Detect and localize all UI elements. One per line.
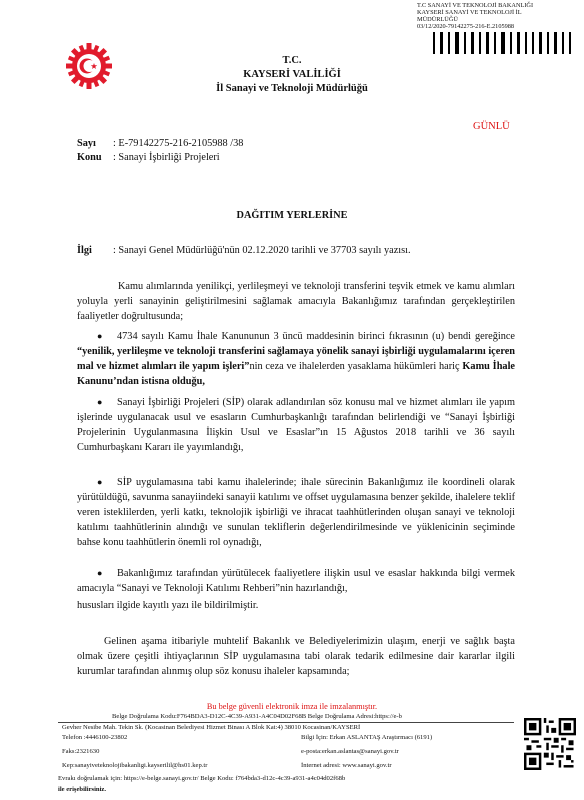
bullet-3-text: SİP uygulamasına tabi kamu ihalelerinde; ihale sürecinin Bakanlığımız ile koordineli olarak yürütüldüğü, savunma sanayiindeki sanayii katılımı ve offset uygulamasına benzer şekilde, ihalelere teklif veren isteklilerden, yerli katkı, teknolojik işbirliği ve ihracat taahhütlerinden oluşan sanayi ve teknoloji katılımı taahhütlerinin alındığı ve sunulan tekliflerin değerlendirilmesinde ve yüklenicinin seçiminde bahse konu taahhütlerin önemli rol oynadığı, <box>77 477 515 549</box>
verification-code: Belge Doğrulama Kodu:F764BDA3-D12C-4C39-A931-A4C04D02F68B Belge Doğrulama Adresi:https://e-b <box>112 713 402 720</box>
registry-barcode <box>433 32 576 54</box>
qr-code-icon <box>524 718 576 770</box>
registry-line2: KAYSERİ SANAYİ VE TEKNOLOJİ İL <box>417 9 522 16</box>
bullet-1-part-d: Kamu İhale Kanunu’ndan istisna olduğu, <box>77 361 515 388</box>
footer-telefon: Telefon :4446100-23802 <box>62 734 128 741</box>
bullet-icon: ● <box>97 477 103 487</box>
registry-line1: T.C SANAYİ VE TEKNOLOJİ BAKANLIĞI <box>417 2 534 9</box>
bullet-icon: ● <box>97 568 103 578</box>
ilgi-label: İlgi <box>77 245 92 256</box>
registry-line4: 03/12/2020-79142275-216-E.2105988 <box>417 23 515 30</box>
bullet-1-part-b: “yenilik, yerlileşme ve teknoloji transferini sağlamaya yönelik sanayi işbirliği uygulamalarını içeren mal ve hizmet alımları ile yapım işleri” <box>77 346 515 373</box>
bullet-icon: ● <box>97 397 103 407</box>
registry-stamp <box>417 2 533 30</box>
conclude-paragraph: hususları ilgide kayıtlı yazı ile bildirilmiştir. <box>77 600 259 611</box>
footer-eposta: e-posta:erkan.aslantas@sanayi.gov.tr <box>301 748 399 755</box>
header-directorate: İl Sanayi ve Teknoloji Müdürlüğü <box>216 83 368 94</box>
bullet-1-text <box>77 329 515 389</box>
konu-label: Konu <box>77 152 102 163</box>
bullet-1-part-a: 4734 sayılı Kamu İhale Kanununun 3 üncü maddesinin birinci fıkrasının (u) bendi gereğince <box>117 331 515 342</box>
urgency-label: GÜNLÜ <box>473 121 510 132</box>
footer-faks: Faks:2321630 <box>62 748 100 755</box>
registry-line3: MÜDÜRLÜĞÜ <box>417 16 458 23</box>
recipient-heading: DAĞITIM YERLERİNE <box>236 210 348 221</box>
header-tc: T.C. <box>282 55 302 66</box>
footer-evrak: Evrakı doğrulamak için: https://e-belge.sanayi.gov.tr/ Belge Kodu: f764bda3-d12c-4c39-a931-a4c04d02f68b <box>58 775 346 782</box>
footer-address: Gevher Nesibe Mah. Tekin Sk. (Kocasinan Belediyesi Hizmet Binası A Blok Kat:4) 38010 Kocasinan/KAYSERİ <box>62 724 361 731</box>
footer-kep: Kep:sanayiveteknolojibakanligi.kayserilil@hs01.kep.tr <box>62 762 208 769</box>
sayi-label: Sayı <box>77 138 96 149</box>
bullet-1-part-c: nin ceza ve ihalelerden yasaklama hükümleri hariç <box>249 361 463 373</box>
sayi-value: : E-79142275-216-2105988 /38 <box>113 138 244 149</box>
ilgi-value: : Sanayi Genel Müdürlüğü'nün 02.12.2020 tarihli ve 37703 sayılı yazısı. <box>113 245 411 256</box>
footer-bilgi: Bilgi İçin: Erkan ASLANTAŞ Araştırmacı (6191) <box>301 734 433 741</box>
header-governorship: KAYSERİ VALİLİĞİ <box>243 69 341 80</box>
intro-paragraph: Kamu alımlarında yenilikçi, yerlileşmeyi ve teknoloji transferini teşvik etmek ve kamu alımları yoluyla yerli sanayinin geliştirilmesini sağlamak amacıyla Bakanlığımız tarafından gerçekleştirilen faaliyetler doğrultusunda; <box>77 281 515 323</box>
final-paragraph: Gelinen aşama itibariyle muhtelif Bakanlık ve Belediyelerimizin ulaşım, enerji ve sağlık başta olmak üzere çeşitli ihtiyaçlarının SİP uygulamasına tabi olarak tedarik edilmesine dair kararlar ilgili kurumlar tarafından alınmış olup söz konusu ihaleler kapsamında; <box>77 636 515 678</box>
footer-access: ile erişebilirsiniz. <box>58 786 106 793</box>
bullet-2-text: Sanayi İşbirliği Projeleri (SİP) olarak adlandırılan söz konusu mal ve hizmet alımları ile yapım işlerinde uygulanacak usul ve esasların Cumhurbaşkanlığı tarafından belirlendiği ve “Sanayi İşbirliği Projelerinin Uygulanmasına İlişkin Usul ve Esaslar”ın 15 Ağustos 2018 tarihli ve 36 sayılı Cumhurbaşkanı Kararı ile yayımlandığı, <box>77 397 515 454</box>
esign-notice: Bu belge güvenli elektronik imza ile imzalanmıştır. <box>206 702 378 711</box>
bullet-icon: ● <box>97 331 103 341</box>
footer-internet: İnternet adresi: www.sanayi.gov.tr <box>301 762 392 769</box>
konu-value: : Sanayi İşbirliği Projeleri <box>113 152 220 163</box>
bullet-4-text: Bakanlığımız tarafından yürütülecek faaliyetlere ilişkin usul ve esaslar hakkında bilgi vermek amacıyla “Sanayi ve Teknoloji Katılımı Rehberi”nin hazırlandığı, <box>77 568 515 595</box>
